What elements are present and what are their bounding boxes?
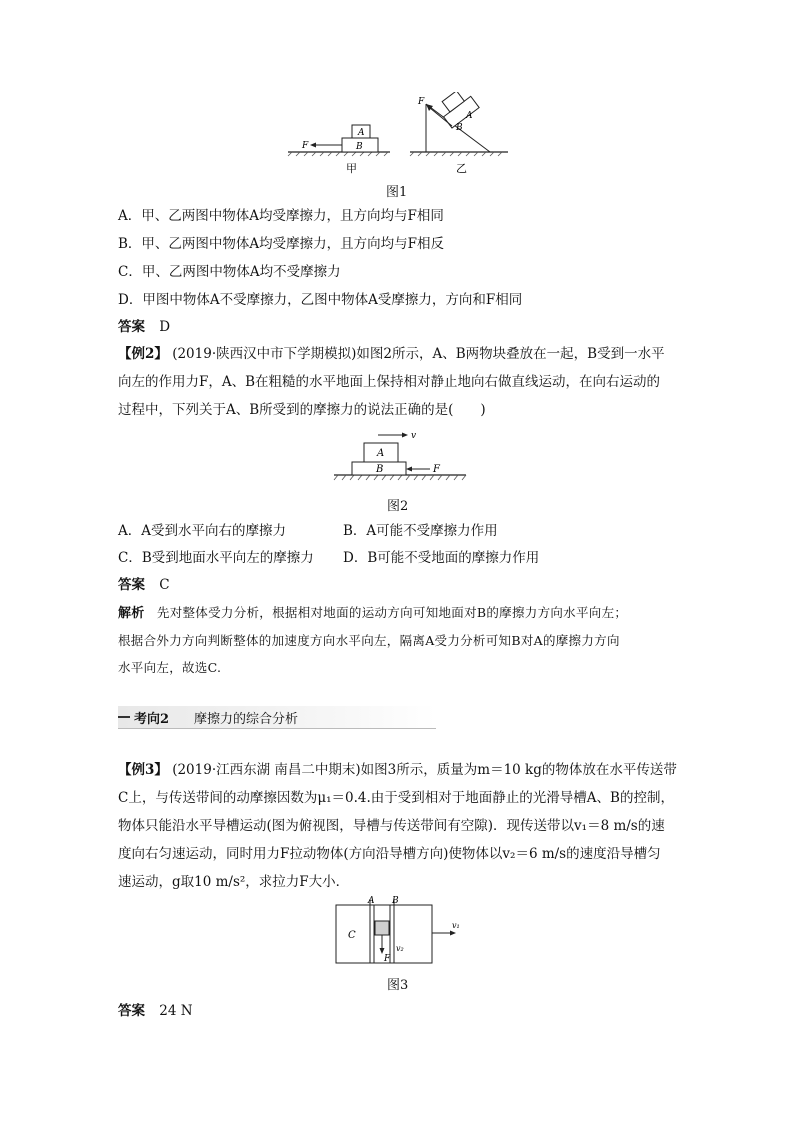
fig2-label-b: B	[376, 464, 384, 475]
section-tag: 考向2	[134, 712, 170, 727]
section-heading	[118, 706, 436, 729]
fig1-label-a-right: A	[466, 111, 473, 121]
example3-stem-line-1	[118, 760, 677, 780]
fig2-label-f: F	[433, 464, 440, 475]
example3-answer	[118, 1001, 193, 1021]
example2-analysis-line-1	[118, 603, 627, 624]
example2-option-d: D．B可能不受地面的摩擦力作用	[343, 550, 540, 566]
example3-stem-1: (2019·江西东湖 南昌二中期末)如图3所示，质量为m＝10 kg的物体放在水平传送带	[172, 762, 677, 778]
example2-stem-1: (2019·陕西汉中市下学期模拟)如图2所示，A、B两物块叠放在一起，B受到一水平	[172, 346, 665, 362]
fig3-label-a: A	[368, 896, 375, 906]
prev-option-c: C．甲、乙两图中物体A均不受摩擦力	[118, 264, 341, 280]
prev-option-a: A．甲、乙两图中物体A均受摩擦力，且方向均与F相同	[118, 208, 444, 224]
answer-value: D	[159, 319, 171, 335]
answer-label: 答案	[118, 1003, 145, 1019]
fig2-label-v: v	[411, 431, 417, 441]
fig3-label-c: C	[348, 930, 356, 941]
fig1-label-a-left: A	[358, 128, 365, 138]
analysis-label: 解析	[118, 606, 145, 621]
fig3-object	[375, 921, 389, 935]
example3-label: 【例3】	[118, 762, 168, 778]
example3-stem-line-3: 物体只能沿水平导槽运动(图为俯视图，导槽与传送带间有空隙)．现传送带以v₁＝8 m/s的速	[118, 818, 665, 834]
analysis-text-1: 先对整体受力分析，根据相对地面的运动方向可知地面对B的摩擦力方向水平向左；	[156, 605, 628, 620]
figure-3	[330, 895, 470, 967]
fig1-label-b-left: B	[356, 142, 363, 152]
example3-stem-line-5: 速运动，g取10 m/s²，求拉力F大小．	[118, 874, 350, 890]
fig1-label-b-right: B	[456, 123, 463, 133]
fig1-label-f-right: F	[418, 97, 425, 107]
example2-option-b: B．A可能不受摩擦力作用	[343, 523, 498, 539]
example2-analysis-line-2: 根据合外力方向判断整体的加速度方向水平向左，隔离A受力分析可知B对A的摩擦力方向	[118, 633, 620, 648]
figure-1-caption: 图1	[386, 185, 408, 200]
fig1-label-jia: 甲	[346, 162, 357, 175]
fig3-label-f: F	[384, 954, 391, 964]
figure-3-caption: 图3	[387, 978, 409, 993]
example2-stem-line-3: 过程中，下列关于A、B所受到的摩擦力的说法正确的是( )	[118, 402, 486, 418]
prev-answer	[118, 317, 170, 337]
example2-option-c: C．B受到地面水平向左的摩擦力	[118, 550, 314, 566]
fig1-label-yi: 乙	[456, 162, 467, 175]
example2-label: 【例2】	[118, 346, 168, 362]
fig1-label-f-left: F	[302, 141, 309, 151]
prev-option-d: D．甲图中物体A不受摩擦力，乙图中物体A受摩擦力，方向和F相同	[118, 292, 523, 308]
answer-value: C	[159, 577, 170, 593]
section-title: 摩擦力的综合分析	[194, 712, 299, 727]
example2-analysis-line-3: 水平向左，故选C.	[118, 660, 222, 675]
answer-label: 答案	[118, 577, 145, 593]
fig3-label-v2: v₂	[396, 944, 404, 953]
example2-answer	[118, 575, 170, 595]
section-mark	[118, 716, 130, 718]
figure-1	[280, 92, 520, 178]
example3-stem-line-4: 度向右匀速运动，同时用力F拉动物体(方向沿导槽方向)使物体以v₂＝6 m/s的速度沿导槽匀	[118, 846, 661, 862]
figure-2	[330, 426, 470, 486]
fig3-label-b: B	[392, 896, 399, 906]
fig2-label-a: A	[377, 448, 385, 459]
figure-2-caption: 图2	[387, 499, 409, 514]
fig3-label-v1: v₁	[452, 921, 460, 930]
answer-label: 答案	[118, 319, 145, 335]
example2-stem-line-2: 向左的作用力F，A、B在粗糙的水平地面上保持相对静止地向右做直线运动，在向右运动的	[118, 374, 661, 390]
example3-stem-line-2: C上，与传送带间的动摩擦因数为μ₁＝0.4.由于受到相对于地面静止的光滑导槽A、B的控制，	[118, 790, 674, 806]
example2-option-a: A．A受到水平向右的摩擦力	[118, 523, 286, 539]
prev-option-b: B．甲、乙两图中物体A均受摩擦力，且方向均与F相反	[118, 236, 445, 252]
answer-value: 24 N	[159, 1003, 193, 1019]
example2-stem-line-1	[118, 344, 665, 364]
